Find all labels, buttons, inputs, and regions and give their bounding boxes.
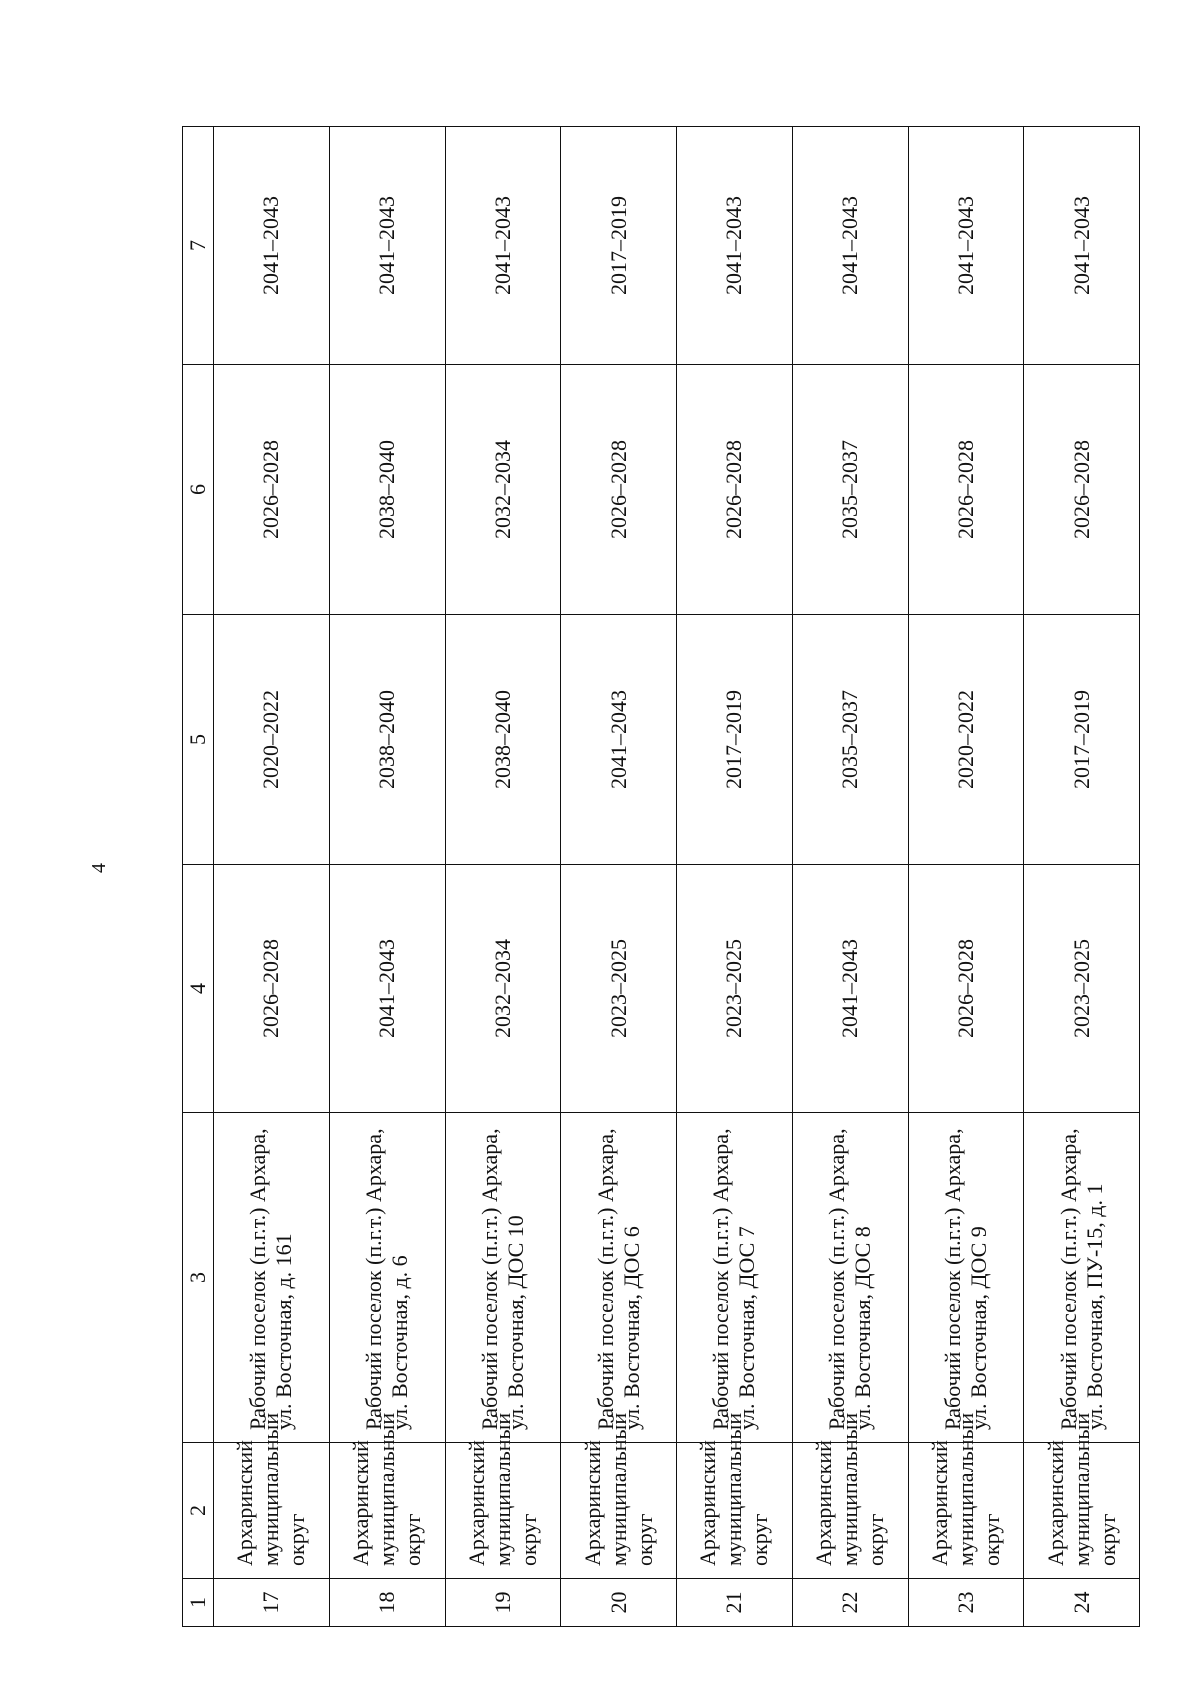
address-cell: Рабочий поселок (п.г.т.) Архара, ул. Восточная, ДОС 9 bbox=[908, 1113, 1024, 1443]
period-cell-6: 2026–2028 bbox=[561, 365, 677, 615]
address-cell: Рабочий поселок (п.г.т.) Архара, ул. Восточная, ДОС 8 bbox=[792, 1113, 908, 1443]
row-number: 20 bbox=[561, 1579, 677, 1627]
period-cell-6: 2026–2028 bbox=[214, 365, 330, 615]
period-cell-5: 2041–2043 bbox=[561, 615, 677, 865]
header-cell: 3 bbox=[183, 1113, 214, 1443]
period-cell-6: 2026–2028 bbox=[908, 365, 1024, 615]
table-row bbox=[908, 127, 1024, 1627]
period-cell-4: 2041–2043 bbox=[792, 865, 908, 1113]
period-cell-4: 2023–2025 bbox=[1024, 865, 1140, 1113]
table-row bbox=[561, 127, 677, 1627]
header-cell: 5 bbox=[183, 615, 214, 865]
period-cell-5: 2020–2022 bbox=[214, 615, 330, 865]
period-cell-6: 2026–2028 bbox=[677, 365, 793, 615]
header-cell: 6 bbox=[183, 365, 214, 615]
row-number: 17 bbox=[214, 1579, 330, 1627]
page-number: 4 bbox=[88, 863, 110, 873]
address-cell: Рабочий поселок (п.г.т.) Архара, ул. Восточная, ДОС 10 bbox=[445, 1113, 561, 1443]
district-cell: Архаринский муниципальный округ bbox=[329, 1443, 445, 1579]
period-cell-5: 2038–2040 bbox=[445, 615, 561, 865]
header-cell: 4 bbox=[183, 865, 214, 1113]
row-number: 19 bbox=[445, 1579, 561, 1627]
table-row bbox=[445, 127, 561, 1627]
period-cell-6: 2026–2028 bbox=[1024, 365, 1140, 615]
district-cell: Архаринский муниципальный округ bbox=[445, 1443, 561, 1579]
table-row bbox=[1024, 127, 1140, 1627]
district-cell: Архаринский муниципальный округ bbox=[792, 1443, 908, 1579]
period-cell-4: 2026–2028 bbox=[214, 865, 330, 1113]
table-row bbox=[214, 127, 330, 1627]
period-cell-6: 2035–2037 bbox=[792, 365, 908, 615]
period-cell-4: 2032–2034 bbox=[445, 865, 561, 1113]
address-cell: Рабочий поселок (п.г.т.) Архара, ул. Восточная, д. 6 bbox=[329, 1113, 445, 1443]
address-cell: Рабочий поселок (п.г.т.) Архара, ул. Восточная, ДОС 7 bbox=[677, 1113, 793, 1443]
row-number: 23 bbox=[908, 1579, 1024, 1627]
district-cell: Архаринский муниципальный округ bbox=[677, 1443, 793, 1579]
table-row bbox=[677, 127, 793, 1627]
period-cell-5: 2017–2019 bbox=[677, 615, 793, 865]
row-number: 22 bbox=[792, 1579, 908, 1627]
period-cell-4: 2023–2025 bbox=[561, 865, 677, 1113]
period-cell-5: 2020–2022 bbox=[908, 615, 1024, 865]
district-cell: Архаринский муниципальный округ bbox=[1024, 1443, 1140, 1579]
period-cell-4: 2026–2028 bbox=[908, 865, 1024, 1113]
period-cell-5: 2017–2019 bbox=[1024, 615, 1140, 865]
district-cell: Архаринский муниципальный округ bbox=[908, 1443, 1024, 1579]
address-cell: Рабочий поселок (п.г.т.) Архара, ул. Восточная, ПУ-15, д. 1 bbox=[1024, 1113, 1140, 1443]
period-cell-7: 2041–2043 bbox=[445, 127, 561, 365]
period-cell-7: 2041–2043 bbox=[214, 127, 330, 365]
table-row bbox=[329, 127, 445, 1627]
period-cell-7: 2041–2043 bbox=[1024, 127, 1140, 365]
header-row bbox=[183, 127, 214, 1627]
district-cell: Архаринский муниципальный округ bbox=[214, 1443, 330, 1579]
period-cell-5: 2038–2040 bbox=[329, 615, 445, 865]
period-cell-7: 2041–2043 bbox=[792, 127, 908, 365]
table-row bbox=[792, 127, 908, 1627]
row-number: 18 bbox=[329, 1579, 445, 1627]
table-container bbox=[182, 127, 1140, 1627]
header-cell: 1 bbox=[183, 1579, 214, 1627]
period-cell-7: 2041–2043 bbox=[329, 127, 445, 365]
period-cell-4: 2041–2043 bbox=[329, 865, 445, 1113]
period-cell-7: 2041–2043 bbox=[908, 127, 1024, 365]
row-number: 21 bbox=[677, 1579, 793, 1627]
period-cell-5: 2035–2037 bbox=[792, 615, 908, 865]
row-number: 24 bbox=[1024, 1579, 1140, 1627]
period-cell-7: 2041–2043 bbox=[677, 127, 793, 365]
schedule-table bbox=[182, 126, 1140, 1627]
header-cell: 2 bbox=[183, 1443, 214, 1579]
address-cell: Рабочий поселок (п.г.т.) Архара, ул. Восточная, ДОС 6 bbox=[561, 1113, 677, 1443]
period-cell-4: 2023–2025 bbox=[677, 865, 793, 1113]
district-cell: Архаринский муниципальный округ bbox=[561, 1443, 677, 1579]
header-cell: 7 bbox=[183, 127, 214, 365]
period-cell-7: 2017–2019 bbox=[561, 127, 677, 365]
address-cell: Рабочий поселок (п.г.т.) Архара, ул. Восточная, д. 161 bbox=[214, 1113, 330, 1443]
period-cell-6: 2038–2040 bbox=[329, 365, 445, 615]
period-cell-6: 2032–2034 bbox=[445, 365, 561, 615]
